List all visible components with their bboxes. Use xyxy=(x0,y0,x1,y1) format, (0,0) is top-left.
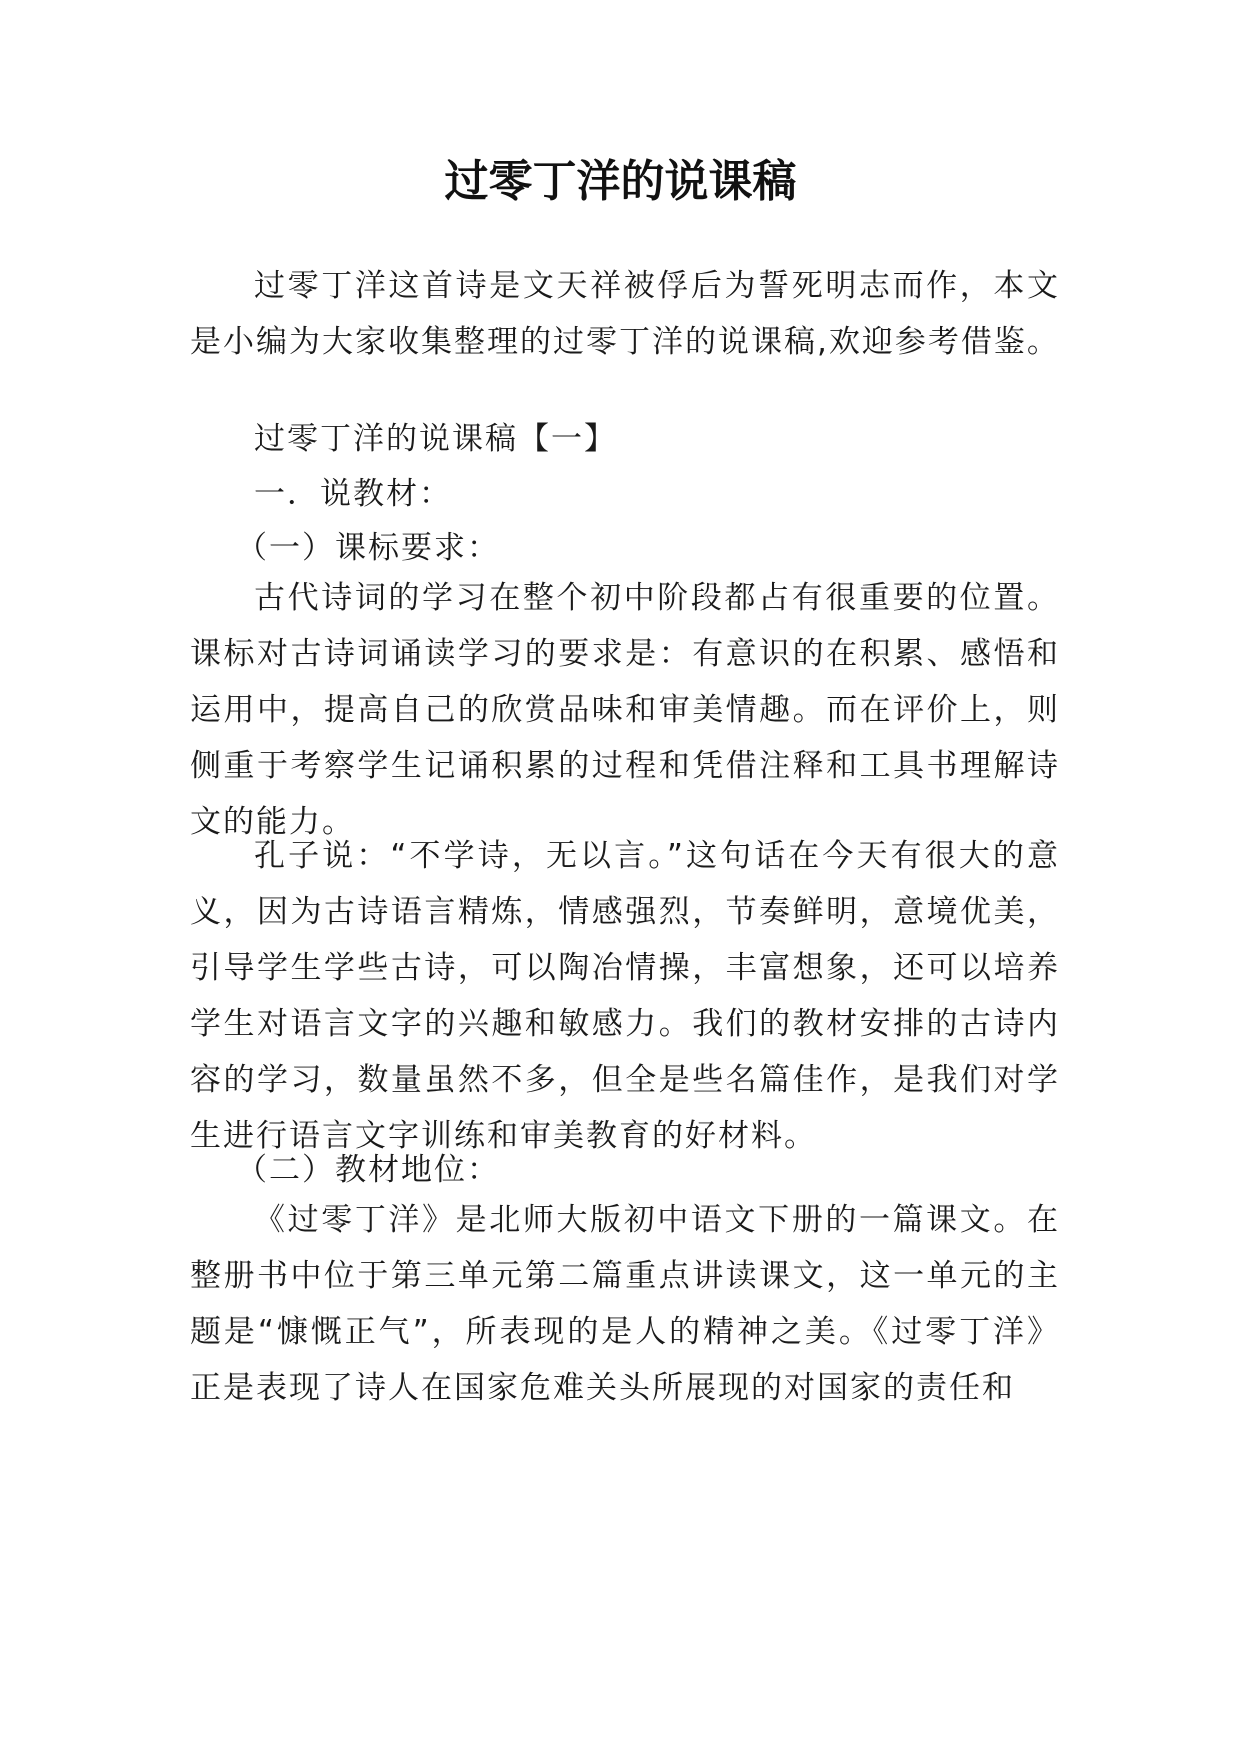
part-one-heading: 一．说教材： xyxy=(254,476,452,512)
section-title: 过零丁洋的说课稿【一】 xyxy=(254,421,617,457)
subsection-one-heading: （一）课标要求： xyxy=(236,530,500,566)
body-paragraph-1: 古代诗词的学习在整个初中阶段都占有很重要的位置。课标对古诗词诵读学习的要求是：有意识的在积累、感悟和运用中，提高自己的欣赏品味和审美情趣。而在评价上，则侧重于考察学生记诵积累的过程和凭借注释和工具书理解诗文的能力。 xyxy=(190,580,1060,840)
body-paragraph-2: 孔子说：“不学诗，无以言。”这句话在今天有很大的意义，因为古诗语言精炼，情感强烈，节奏鲜明，意境优美，引导学生学些古诗，可以陶冶情操，丰富想象，还可以培养学生对语言文字的兴趣和敏感力。我们的教材安排的古诗内容的学习，数量虽然不多，但全是些名篇佳作，是我们对学生进行语言文字训练和审美教育的好材料。 xyxy=(190,838,1060,1154)
body-paragraph-3: 《过零丁洋》是北师大版初中语文下册的一篇课文。在整册书中位于第三单元第二篇重点讲读课文，这一单元的主题是“慷慨正气”，所表现的是人的精神之美。《过零丁洋》正是表现了诗人在国家危难关头所展现的对国家的责任和 xyxy=(190,1202,1060,1406)
intro-paragraph: 过零丁洋这首诗是文天祥被俘后为誓死明志而作，本文是小编为大家收集整理的过零丁洋的说课稿,欢迎参考借鉴。 xyxy=(190,268,1060,360)
document-title: 过零丁洋的说课稿 xyxy=(444,156,797,207)
subsection-two-heading: （二）教材地位： xyxy=(236,1152,500,1188)
